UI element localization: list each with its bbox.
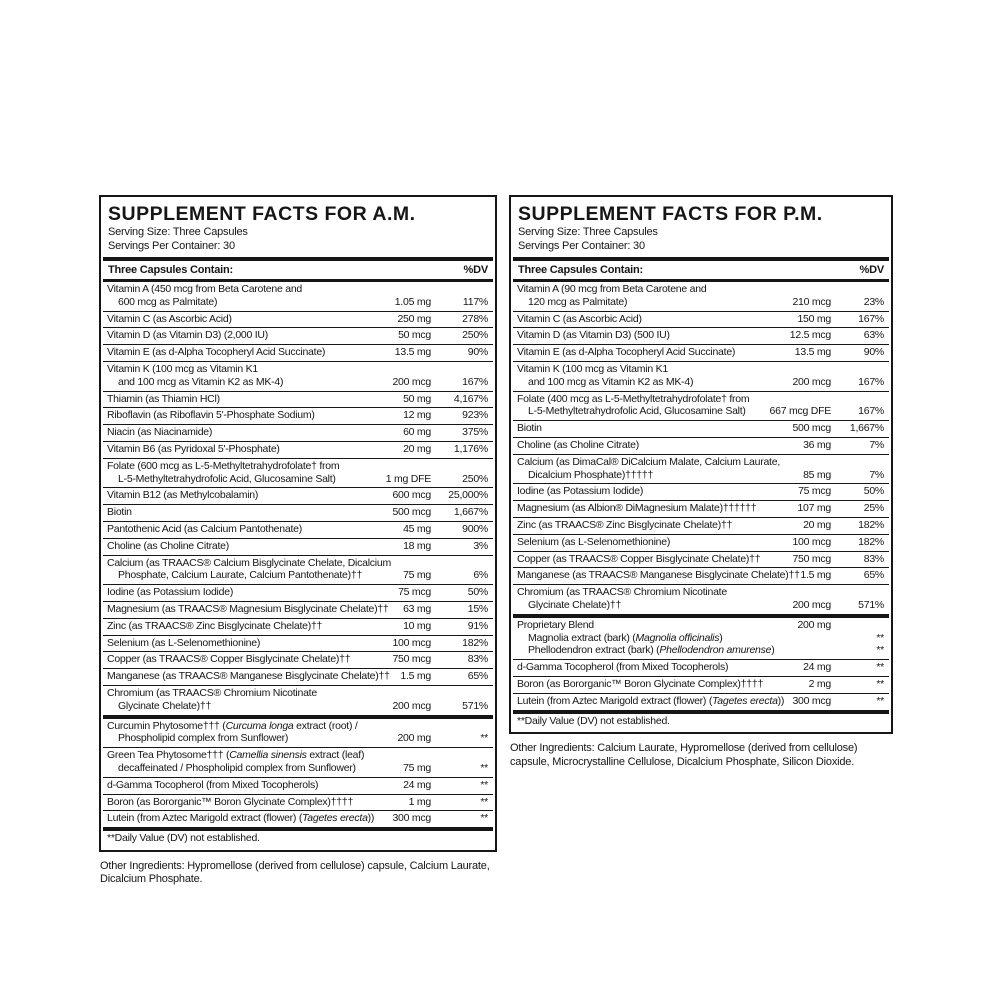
daily-value: 25% <box>863 502 884 515</box>
botanical-name: Camellia sinensis <box>229 749 307 762</box>
nutrient-row <box>513 676 889 693</box>
amount-value: 20 mg <box>803 518 831 531</box>
nutrient-line <box>107 346 489 359</box>
nutrient-row <box>103 504 493 521</box>
daily-value: 83% <box>863 552 884 565</box>
amount-value: 300 mcg <box>792 694 831 707</box>
other-ingredients-pm: Other Ingredients: Calcium Laurate, Hypromellose (derived from cellulose) capsule, Microcrystalline Cellulose, Dicalcium Phosphate, Silicon Dioxide. <box>510 742 858 768</box>
column-header-row-am <box>107 261 489 279</box>
nutrient-row <box>513 710 889 730</box>
daily-value: 182% <box>462 636 488 649</box>
nutrient-name: Iodine (as Potassium Iodide) <box>517 485 644 498</box>
nutrient-line <box>107 329 489 342</box>
nutrient-row <box>513 551 889 568</box>
nutrient-row <box>103 538 493 555</box>
nutrient-name: Iodine (as Potassium Iodide) <box>107 586 234 599</box>
daily-value: 1,667% <box>849 422 884 435</box>
nutrient-name: Phellodendron extract (bark) (Phellodendron amurense) <box>528 644 775 657</box>
nutrient-row <box>103 458 493 488</box>
nutrient-row <box>513 517 889 534</box>
daily-value: 923% <box>462 409 488 422</box>
amount-value: 200 mg <box>397 732 431 745</box>
botanical-name: Magnolia officinalis <box>635 631 720 644</box>
nutrient-row <box>103 777 493 794</box>
other-ingredients-am: Other Ingredients: Hypromellose (derived from cellulose) capsule, Calcium Laurate, Dicalcium Phosphate. <box>100 859 490 886</box>
nutrient-name: and 100 mcg as Vitamin K2 as MK-4) <box>528 375 694 388</box>
amount-value: 300 mcg <box>392 812 431 825</box>
amount-value: 75 mg <box>403 569 431 582</box>
nutrient-line <box>517 715 885 728</box>
amount-value: 500 mcg <box>792 422 831 435</box>
nutrient-name: Thiamin (as Thiamin HCl) <box>107 392 220 405</box>
nutrient-rows-pm <box>517 282 885 732</box>
nutrient-row <box>103 651 493 668</box>
botanical-name: Tagetes erecta <box>302 812 368 825</box>
amount-value: 200 mcg <box>792 598 831 611</box>
daily-value: 278% <box>462 312 488 325</box>
amount-value: 50 mg <box>403 392 431 405</box>
dv-header-am: %DV <box>463 264 488 276</box>
nutrient-rows-am <box>107 282 489 850</box>
panel-title-am: SUPPLEMENT FACTS FOR A.M. <box>108 203 416 225</box>
amount-value: 63 mg <box>403 602 431 615</box>
daily-value: 571% <box>462 699 488 712</box>
nutrient-name: Riboflavin (as Riboflavin 5'-Phosphate Sodium) <box>107 409 315 422</box>
nutrient-line <box>517 422 885 435</box>
supplement-facts-panel-pm <box>509 195 893 734</box>
daily-value: 1,176% <box>453 442 488 455</box>
nutrient-line <box>517 405 885 418</box>
daily-value: ** <box>480 795 488 808</box>
nutrient-row <box>103 282 493 311</box>
daily-value: 50% <box>467 586 488 599</box>
daily-value: 571% <box>858 598 884 611</box>
daily-value: ** <box>480 778 488 791</box>
nutrient-row <box>103 685 493 715</box>
daily-value: 3% <box>473 539 488 552</box>
amount-value: 13.5 mg <box>394 346 431 359</box>
daily-value: 250% <box>462 472 488 485</box>
daily-value: 900% <box>462 522 488 535</box>
nutrient-line <box>517 485 885 498</box>
daily-value: 117% <box>462 295 488 308</box>
nutrient-name: **Daily Value (DV) not established. <box>107 832 260 845</box>
am-column <box>99 195 497 887</box>
nutrient-line <box>517 469 885 482</box>
nutrient-row <box>103 521 493 538</box>
botanical-name: Tagetes erecta <box>712 694 778 707</box>
botanical-name: Curcuma longa <box>225 719 294 732</box>
amount-value: 500 mcg <box>392 506 431 519</box>
daily-value: 167% <box>858 375 884 388</box>
nutrient-line <box>517 329 885 342</box>
nutrient-row <box>103 827 493 847</box>
nutrient-line <box>107 540 489 553</box>
nutrient-row <box>103 747 493 777</box>
nutrient-row <box>513 567 889 584</box>
nutrient-row <box>103 668 493 685</box>
nutrient-row <box>513 693 889 710</box>
amount-value: 18 mg <box>403 539 431 552</box>
nutrient-name: and 100 mcg as Vitamin K2 as MK-4) <box>118 375 284 388</box>
serving-size-pm: Serving Size: Three Capsules <box>518 226 658 238</box>
nutrient-name: Boron (as Bororganic™ Boron Glycinate Complex)†††† <box>107 795 354 808</box>
nutrient-line <box>107 586 489 599</box>
nutrient-row <box>513 614 889 659</box>
amount-value: 75 mcg <box>398 586 431 599</box>
amount-value: 60 mg <box>403 426 431 439</box>
nutrient-row <box>103 311 493 328</box>
daily-value: 23% <box>863 295 884 308</box>
daily-value: 25,000% <box>448 489 488 502</box>
amount-value: 107 mg <box>797 502 831 515</box>
nutrient-row <box>103 635 493 652</box>
amount-value: 200 mg <box>797 618 831 631</box>
daily-value: 375% <box>462 426 488 439</box>
daily-value: 182% <box>858 535 884 548</box>
nutrient-name: Magnesium (as TRAACS® Magnesium Bisglycinate Chelate)†† <box>107 602 389 615</box>
nutrient-row <box>103 344 493 361</box>
nutrient-row <box>513 282 889 311</box>
nutrient-name: Vitamin E (as d-Alpha Tocopheryl Acid Succinate) <box>517 346 736 359</box>
nutrient-line <box>517 569 885 582</box>
amount-value: 75 mcg <box>798 485 831 498</box>
serving-size-am: Serving Size: Three Capsules <box>108 226 248 238</box>
nutrient-line <box>107 732 489 745</box>
contain-label-am: Three Capsules Contain: <box>108 264 233 276</box>
nutrient-line <box>517 393 885 406</box>
amount-value: 750 mcg <box>792 552 831 565</box>
daily-value: ** <box>876 694 884 707</box>
daily-value: 182% <box>858 518 884 531</box>
nutrient-name: Calcium (as TRAACS® Calcium Bisglycinate Chelate, Dicalcium <box>107 556 391 569</box>
nutrient-line <box>107 473 489 486</box>
nutrient-name: Vitamin D (as Vitamin D3) (2,000 IU) <box>107 329 269 342</box>
nutrient-line <box>517 519 885 532</box>
daily-value: 167% <box>858 312 884 325</box>
nutrient-name: Copper (as TRAACS® Copper Bisglycinate Chelate)†† <box>517 552 761 565</box>
nutrient-name: Vitamin A (450 mcg from Beta Carotene and <box>107 283 303 295</box>
nutrient-name: Biotin <box>107 506 132 519</box>
nutrient-line <box>107 283 489 296</box>
nutrient-line <box>107 700 489 713</box>
amount-value: 50 mcg <box>398 329 431 342</box>
nutrient-name: Zinc (as TRAACS® Zinc Bisglycinate Chelate)†† <box>107 619 323 632</box>
amount-value: 200 mcg <box>392 699 431 712</box>
daily-value: ** <box>876 644 884 657</box>
amount-value: 1 mg <box>408 795 431 808</box>
daily-value: 90% <box>863 346 884 359</box>
nutrient-name: Vitamin C (as Ascorbic Acid) <box>517 312 642 325</box>
amount-value: 24 mg <box>403 778 431 791</box>
nutrient-name: Boron (as Bororganic™ Boron Glycinate Complex)†††† <box>517 677 764 690</box>
nutrient-row <box>103 327 493 344</box>
nutrient-name: Vitamin B6 (as Pyridoxal 5'-Phosphate) <box>107 442 280 455</box>
nutrient-row <box>103 391 493 408</box>
amount-value: 200 mcg <box>392 375 431 388</box>
amount-value: 200 mcg <box>792 375 831 388</box>
nutrient-name: Choline (as Choline Citrate) <box>517 438 639 451</box>
nutrient-name: Glycinate Chelate)†† <box>118 699 212 712</box>
nutrient-row <box>513 500 889 517</box>
nutrient-line <box>517 599 885 612</box>
nutrient-name: Glycinate Chelate)†† <box>528 598 622 611</box>
daily-value: 83% <box>467 653 488 666</box>
nutrient-name: Vitamin D (as Vitamin D3) (500 IU) <box>517 329 670 342</box>
nutrient-row <box>103 810 493 827</box>
daily-value: 63% <box>863 329 884 342</box>
nutrient-name: Phosphate, Calcium Laurate, Calcium Pantothenate)†† <box>118 569 363 582</box>
daily-value: 167% <box>858 405 884 418</box>
nutrient-row <box>103 441 493 458</box>
amount-value: 20 mg <box>403 442 431 455</box>
nutrient-line <box>517 363 885 376</box>
amount-value: 250 mg <box>397 312 431 325</box>
nutrient-line <box>107 506 489 519</box>
nutrient-line <box>107 376 489 389</box>
nutrient-row <box>513 659 889 676</box>
nutrient-row <box>513 437 889 454</box>
nutrient-row <box>513 584 889 614</box>
supplement-facts-panel-am <box>99 195 497 852</box>
panel-title-pm: SUPPLEMENT FACTS FOR P.M. <box>518 203 823 225</box>
botanical-name: Phellodendron amurense <box>659 644 772 657</box>
amount-value: 750 mcg <box>392 653 431 666</box>
nutrient-name: Lutein (from Aztec Marigold extract (flower) (Tagetes erecta)) <box>107 812 375 825</box>
nutrient-line <box>517 586 885 599</box>
nutrient-line <box>517 695 885 708</box>
amount-value: 24 mg <box>803 661 831 674</box>
daily-value: ** <box>876 661 884 674</box>
nutrient-name: Green Tea Phytosome††† (Camellia sinensis extract (leaf) <box>107 749 365 762</box>
daily-value: 15% <box>467 602 488 615</box>
nutrient-row <box>513 327 889 344</box>
nutrient-name: L-5-Methyltetrahydrofolic Acid, Glucosamine Salt) <box>528 405 746 418</box>
nutrient-name: Lutein (from Aztec Marigold extract (flower) (Tagetes erecta)) <box>517 694 785 707</box>
nutrient-name: Chromium (as TRAACS® Chromium Nicotinate <box>107 686 317 699</box>
nutrient-row <box>103 555 493 585</box>
daily-value: 7% <box>869 468 884 481</box>
nutrient-line <box>107 653 489 666</box>
servings-per-container-am: Servings Per Container: 30 <box>108 239 235 252</box>
nutrient-line <box>107 603 489 616</box>
nutrient-name: Folate (400 mcg as L-5-Methyltetrahydrofolate† from <box>517 392 750 405</box>
amount-value: 150 mg <box>797 312 831 325</box>
amount-value: 13.5 mg <box>794 346 831 359</box>
amount-value: 85 mg <box>803 468 831 481</box>
amount-value: 1.5 mg <box>800 569 831 582</box>
nutrient-name: Zinc (as TRAACS® Zinc Bisglycinate Chelate)†† <box>517 518 733 531</box>
nutrient-row <box>513 534 889 551</box>
amount-value: 100 mcg <box>792 535 831 548</box>
daily-value: ** <box>480 761 488 774</box>
amount-value: 210 mcg <box>792 295 831 308</box>
nutrient-line <box>107 670 489 683</box>
nutrient-row <box>103 618 493 635</box>
nutrient-row <box>103 584 493 601</box>
nutrient-line <box>107 523 489 536</box>
nutrient-line <box>517 313 885 326</box>
nutrient-line <box>107 393 489 406</box>
nutrient-line <box>107 426 489 439</box>
nutrient-row <box>103 407 493 424</box>
amount-value: 45 mg <box>403 522 431 535</box>
nutrient-line <box>107 749 489 762</box>
daily-value: 1,667% <box>453 506 488 519</box>
nutrient-name: 120 mcg as Palmitate) <box>528 295 628 308</box>
nutrient-row <box>513 311 889 328</box>
nutrient-row <box>513 391 889 421</box>
nutrient-name: Phospholipid complex from Sunflower) <box>118 732 289 745</box>
nutrient-line <box>107 489 489 502</box>
daily-value: ** <box>480 732 488 745</box>
nutrient-row <box>103 601 493 618</box>
nutrient-line <box>107 620 489 633</box>
daily-value: 91% <box>467 619 488 632</box>
daily-value: 65% <box>863 569 884 582</box>
nutrient-name: Vitamin K (100 mcg as Vitamin K1 <box>107 362 258 375</box>
amount-value: 1.05 mg <box>394 295 431 308</box>
amount-value: 1 mg DFE <box>385 472 431 485</box>
amount-value: 667 mcg DFE <box>769 405 831 418</box>
nutrient-name: 600 mcg as Palmitate) <box>118 295 218 308</box>
amount-value: 36 mg <box>803 438 831 451</box>
nutrient-row <box>513 454 889 484</box>
nutrient-line <box>107 409 489 422</box>
nutrient-line <box>107 569 489 582</box>
nutrient-line <box>517 661 885 674</box>
nutrient-name: Chromium (as TRAACS® Chromium Nicotinate <box>517 586 727 599</box>
daily-value: ** <box>876 631 884 644</box>
daily-value: 250% <box>462 329 488 342</box>
nutrient-line <box>517 632 885 645</box>
nutrient-row <box>103 715 493 748</box>
nutrient-row <box>103 794 493 811</box>
nutrient-line <box>107 687 489 700</box>
nutrient-row <box>103 487 493 504</box>
amount-value: 100 mcg <box>392 636 431 649</box>
nutrient-line <box>517 502 885 515</box>
nutrient-name: Vitamin A (90 mcg from Beta Carotene and <box>517 283 707 295</box>
nutrient-name: **Daily Value (DV) not established. <box>517 714 670 727</box>
nutrient-name: Vitamin C (as Ascorbic Acid) <box>107 312 232 325</box>
nutrient-name: Manganese (as TRAACS® Manganese Bisglycinate Chelate)†† <box>107 670 390 683</box>
nutrient-line <box>107 443 489 456</box>
contain-label-pm: Three Capsules Contain: <box>518 264 643 276</box>
nutrient-row <box>103 361 493 391</box>
nutrient-line <box>517 376 885 389</box>
nutrient-line <box>107 720 489 733</box>
daily-value: 4,167% <box>453 392 488 405</box>
nutrient-name: Biotin <box>517 422 542 435</box>
nutrient-line <box>517 456 885 469</box>
amount-value: 12.5 mcg <box>789 329 831 342</box>
nutrient-row <box>513 483 889 500</box>
nutrient-name: Selenium (as L-Selenomethionine) <box>107 636 261 649</box>
nutrient-line <box>107 557 489 570</box>
nutrient-name: Proprietary Blend <box>517 618 594 631</box>
nutrient-line <box>107 832 489 845</box>
nutrient-row <box>103 424 493 441</box>
nutrient-name: Vitamin E (as d-Alpha Tocopheryl Acid Succinate) <box>107 346 326 359</box>
nutrient-line <box>107 762 489 775</box>
nutrient-name: Magnolia extract (bark) (Magnolia officinalis) <box>528 631 723 644</box>
nutrient-line <box>107 313 489 326</box>
servings-per-container-pm: Servings Per Container: 30 <box>518 239 645 252</box>
daily-value: ** <box>480 812 488 825</box>
nutrient-name: Choline (as Choline Citrate) <box>107 539 229 552</box>
amount-value: 600 mcg <box>392 489 431 502</box>
nutrient-line <box>107 363 489 376</box>
nutrient-name: Vitamin K (100 mcg as Vitamin K1 <box>517 362 668 375</box>
nutrient-row <box>513 361 889 391</box>
nutrient-name: d-Gamma Tocopherol (from Mixed Tocopherols) <box>107 778 319 791</box>
daily-value: 65% <box>467 670 488 683</box>
nutrient-row <box>513 344 889 361</box>
nutrient-line <box>517 296 885 309</box>
nutrient-name: Vitamin B12 (as Methylcobalamin) <box>107 489 259 502</box>
amount-value: 75 mg <box>403 761 431 774</box>
nutrient-name: Folate (600 mcg as L-5-Methyltetrahydrofolate† from <box>107 459 340 472</box>
nutrient-line <box>107 460 489 473</box>
nutrient-line <box>107 779 489 792</box>
daily-value: 50% <box>863 485 884 498</box>
nutrient-line <box>107 296 489 309</box>
amount-value: 10 mg <box>403 619 431 632</box>
daily-value: 7% <box>869 438 884 451</box>
daily-value: 167% <box>462 375 488 388</box>
nutrient-name: d-Gamma Tocopherol (from Mixed Tocopherols) <box>517 661 729 674</box>
nutrient-line <box>517 644 885 657</box>
nutrient-name: Calcium (as DimaCal® DiCalcium Malate, Calcium Laurate, <box>517 455 780 468</box>
daily-value: ** <box>876 677 884 690</box>
nutrient-name: Magnesium (as Albion® DiMagnesium Malate)†††††† <box>517 502 757 515</box>
nutrient-line <box>517 619 885 632</box>
nutrient-name: Copper (as TRAACS® Copper Bisglycinate Chelate)†† <box>107 653 351 666</box>
nutrient-line <box>107 796 489 809</box>
nutrient-row <box>513 420 889 437</box>
amount-value: 12 mg <box>403 409 431 422</box>
daily-value: 90% <box>467 346 488 359</box>
daily-value: 6% <box>473 569 488 582</box>
amount-value: 1.5 mg <box>400 670 431 683</box>
nutrient-line <box>517 536 885 549</box>
nutrient-line <box>107 812 489 825</box>
nutrient-line <box>517 553 885 566</box>
dv-header-pm: %DV <box>859 264 884 276</box>
nutrient-line <box>517 439 885 452</box>
nutrient-line <box>517 346 885 359</box>
column-header-row-pm <box>517 261 885 279</box>
nutrient-line <box>107 637 489 650</box>
nutrient-line <box>517 283 885 296</box>
nutrient-name: Pantothenic Acid (as Calcium Pantothenate) <box>107 522 302 535</box>
amount-value: 2 mg <box>808 677 831 690</box>
nutrient-line <box>517 678 885 691</box>
nutrient-name: Dicalcium Phosphate)††††† <box>528 468 654 481</box>
nutrient-name: Manganese (as TRAACS® Manganese Bisglycinate Chelate)†† <box>517 569 800 582</box>
pm-column <box>509 195 893 769</box>
nutrient-name: Niacin (as Niacinamide) <box>107 426 213 439</box>
nutrient-name: Selenium (as L-Selenomethionine) <box>517 535 671 548</box>
nutrient-name: Curcumin Phytosome††† (Curcuma longa extract (root) / <box>107 719 358 732</box>
nutrient-name: decaffeinated / Phospholipid complex from Sunflower) <box>118 761 356 774</box>
nutrient-name: L-5-Methyltetrahydrofolic Acid, Glucosamine Salt) <box>118 472 336 485</box>
